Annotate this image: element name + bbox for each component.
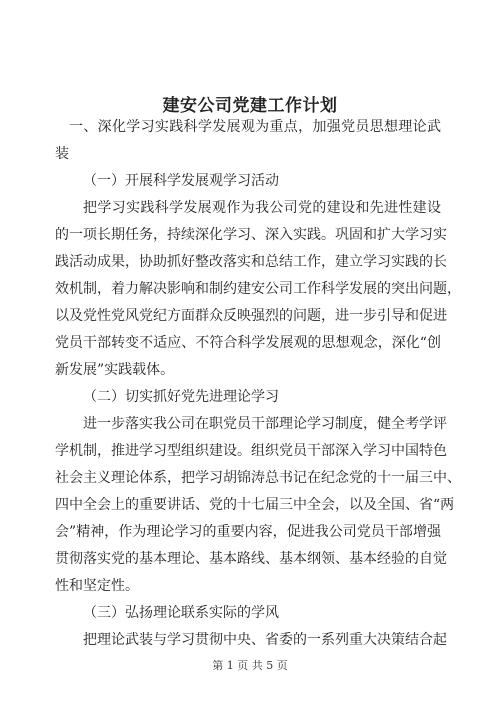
- paragraph-line: 性和坚定性。: [55, 578, 139, 594]
- section-heading: （二）切实抓好党先进理论学习: [83, 389, 279, 405]
- document-body: [55, 114, 461, 654]
- paragraph-line: 四中全会上的重要讲话、党的十七届三中全会，以及全国、省“两: [55, 497, 455, 513]
- paragraph-line: 装: [55, 146, 69, 162]
- paragraph-line: 社会主义理论体系，把学习胡锦涛总书记在纪念党的十一届三中、: [55, 470, 461, 486]
- paragraph-line: 的一项长期任务，持续深化学习、深入实践。巩固和扩大学习实: [55, 227, 447, 243]
- paragraph-line: 效机制，着力解决影响和制约建安公司工作科学发展的突出问题，: [55, 281, 461, 297]
- paragraph-line: 进一步落实我公司在职党员干部理论学习制度，健全考学评: [83, 416, 447, 432]
- paragraph-line: 会”精神，作为理论学习的重要内容，促进我公司党员干部增强: [55, 524, 441, 540]
- paragraph-line: 践活动成果，协助抓好整改落实和总结工作，建立学习实践的长: [55, 254, 447, 270]
- page-footer: 第 1 页 共 5 页: [212, 659, 288, 672]
- paragraph-line: 把学习实践科学发展观作为我公司党的建设和先进性建设: [83, 200, 441, 216]
- section-heading: （一）开展科学发展观学习活动: [83, 173, 279, 189]
- paragraph-line: 新发展”实践载体。: [55, 362, 175, 378]
- document-title: 建安公司党建工作计划: [162, 96, 338, 116]
- section-heading: （三）弘扬理论联系实际的学风: [83, 605, 279, 621]
- paragraph-line: 以及党性党风党纪方面群众反映强烈的问题，进一步引导和促进: [55, 308, 447, 324]
- paragraph-line: 党员干部转变不适应、不符合科学发展观的思想观念，深化“创: [55, 335, 441, 351]
- paragraph-line: 一、深化学习实践科学发展观为重点，加强党员思想理论武: [69, 119, 441, 135]
- paragraph-line: 把理论武装与学习贯彻中央、省委的一系列重大决策结合起: [83, 632, 447, 648]
- paragraph-line: 贯彻落实党的基本理论、基本路线、基本纲领、基本经验的自觉: [55, 551, 447, 567]
- paragraph-line: 学机制，推进学习型组织建设。组织党员干部深入学习中国特色: [55, 443, 447, 459]
